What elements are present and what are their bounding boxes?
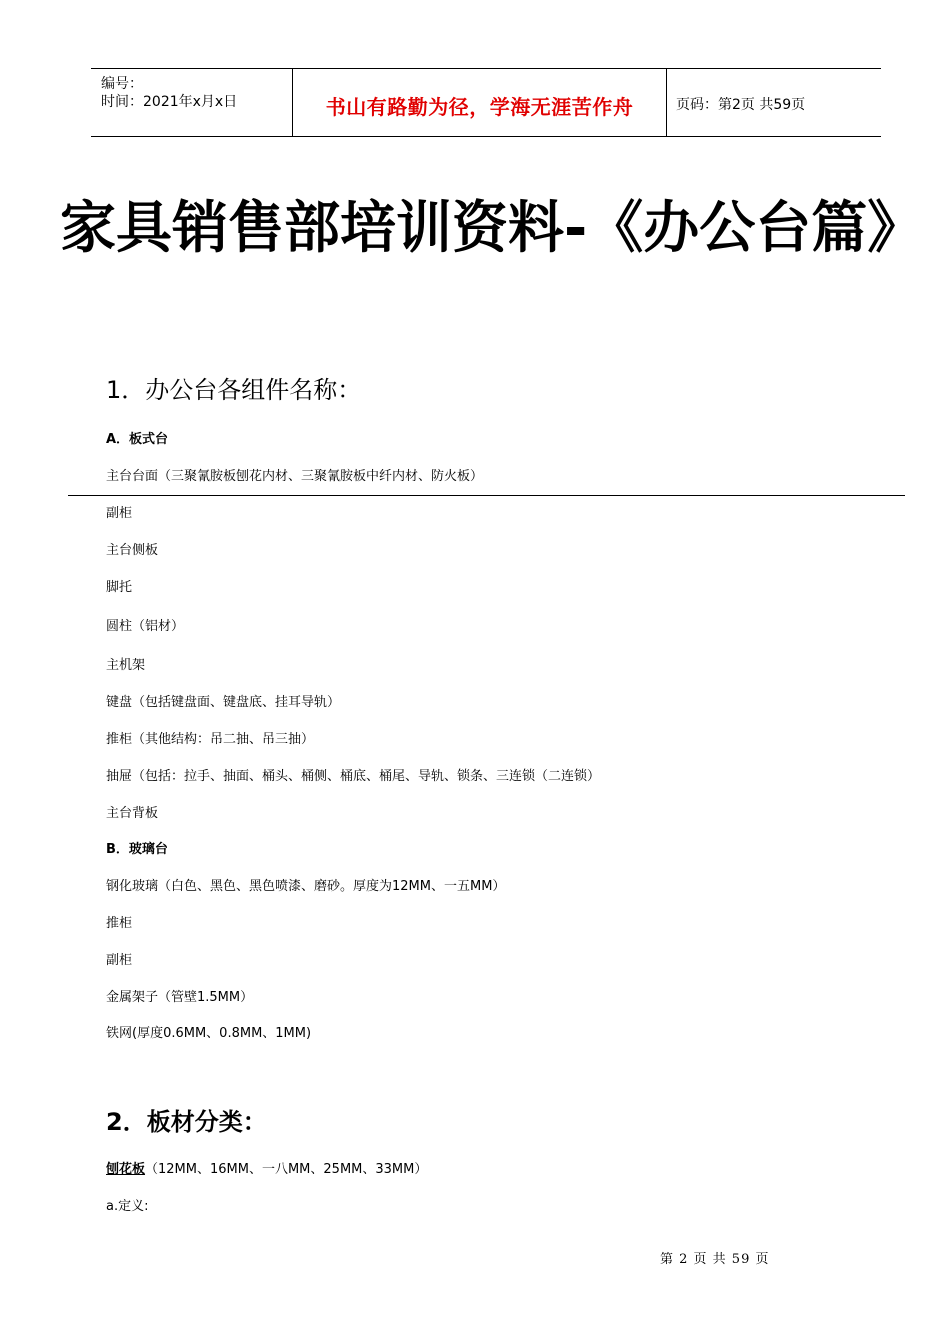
particleboard-sizes: （12MM、16MM、一八MM、25MM、33MM） [145, 1162, 428, 1177]
code-label: 编号： [101, 76, 143, 92]
list-item: 抽屉（包括：拉手、抽面、桶头、桶侧、桶底、桶尾、导轨、锁条、三连锁（二连锁） [106, 769, 601, 784]
definition-label: a.定义: [106, 1199, 149, 1214]
particleboard-name: 刨花板 [106, 1162, 146, 1177]
time-label: 时间：2021年x月x日 [101, 94, 238, 110]
list-item: 铁网(厚度0.6MM、0.8MM、1MM) [106, 1026, 312, 1041]
list-item: 推柜（其他结构：吊二抽、吊三抽） [106, 732, 315, 747]
slogan: 书山有路勤为径，学海无涯苦作舟 [325, 95, 634, 119]
page-info: 页码：第2页 共59页 [676, 97, 806, 113]
list-item: 主机架 [106, 658, 146, 673]
list-item: 主台侧板 [106, 543, 159, 558]
list-item: 脚托 [106, 580, 133, 595]
header-left-cell [91, 69, 292, 136]
header-middle-cell [292, 69, 667, 136]
document-title: 家具销售部培训资料-《办公台篇》 [60, 196, 924, 261]
section-1-heading: 1．办公台各组件名称： [106, 376, 362, 404]
header-table [91, 68, 881, 137]
list-item: 推柜 [106, 916, 133, 931]
list-item: 钢化玻璃（白色、黑色、黑色喷漆、磨砂。厚度为12MM、一五MM） [106, 879, 506, 894]
group-b-heading: B．玻璃台 [106, 842, 168, 857]
list-item: 副柜 [106, 506, 133, 521]
particleboard-item [106, 1158, 427, 1177]
group-a-heading: A．板式台 [106, 432, 169, 447]
section-2-heading: 2．板材分类： [106, 1108, 267, 1136]
header-right-cell [666, 69, 881, 136]
list-item: 副柜 [106, 953, 133, 968]
list-item: 主台台面（三聚氰胺板刨花内材、三聚氰胺板中纤内材、防火板） [106, 469, 484, 484]
divider [68, 495, 905, 496]
list-item: 键盘（包括键盘面、键盘底、挂耳导轨） [106, 695, 341, 710]
list-item: 圆柱（铝材） [106, 619, 185, 634]
list-item: 金属架子（管壁1.5MM） [106, 990, 254, 1005]
list-item: 主台背板 [106, 806, 159, 821]
page-footer: 第 2 页 共 59 页 [660, 1252, 770, 1267]
